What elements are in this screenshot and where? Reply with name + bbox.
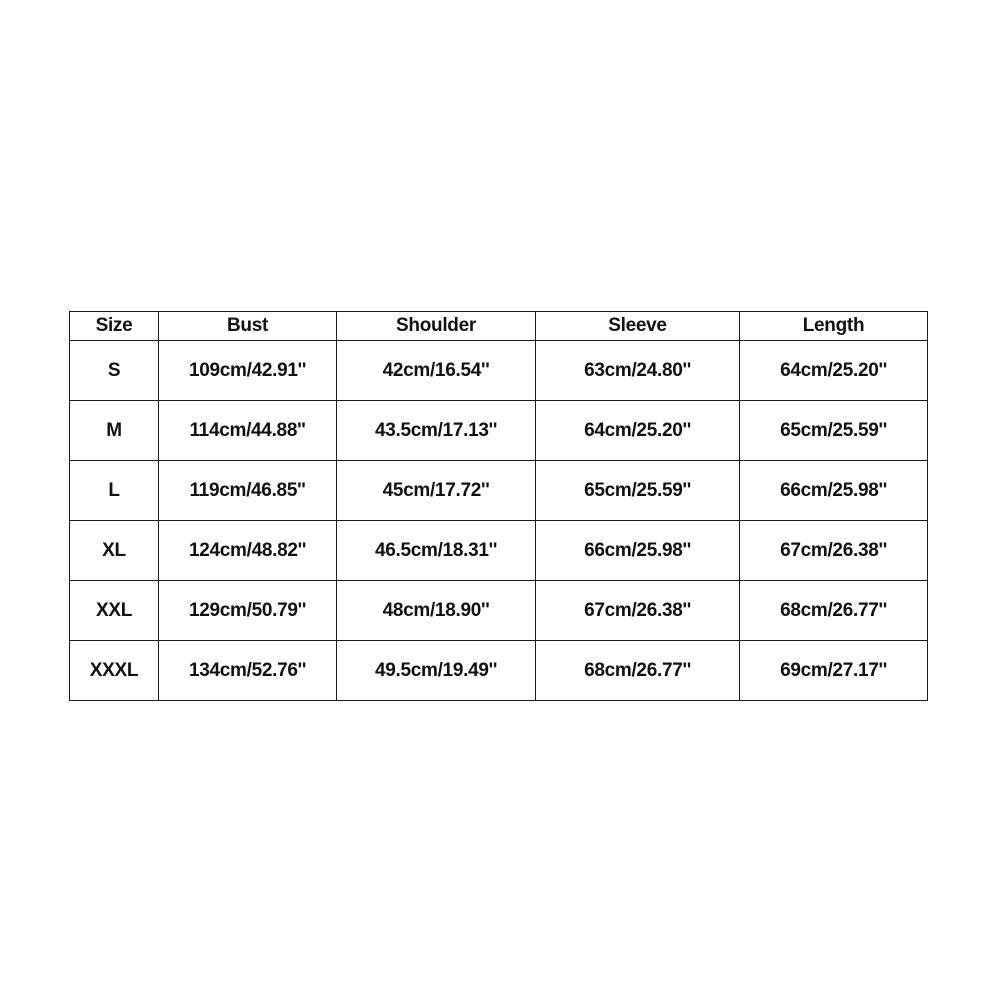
table-row bbox=[70, 341, 928, 401]
cell-size: S bbox=[70, 341, 159, 401]
cell-shoulder: 42cm/16.54'' bbox=[337, 341, 536, 401]
cell-length: 67cm/26.38'' bbox=[740, 521, 928, 581]
cell-length: 69cm/27.17'' bbox=[740, 641, 928, 701]
cell-length: 65cm/25.59'' bbox=[740, 401, 928, 461]
cell-shoulder: 46.5cm/18.31'' bbox=[337, 521, 536, 581]
table-row bbox=[70, 581, 928, 641]
cell-sleeve: 67cm/26.38'' bbox=[536, 581, 740, 641]
table-header bbox=[70, 312, 928, 341]
cell-bust: 119cm/46.85'' bbox=[159, 461, 337, 521]
header-length: Length bbox=[740, 312, 928, 341]
cell-sleeve: 66cm/25.98'' bbox=[536, 521, 740, 581]
cell-shoulder: 48cm/18.90'' bbox=[337, 581, 536, 641]
header-bust: Bust bbox=[159, 312, 337, 341]
cell-sleeve: 64cm/25.20'' bbox=[536, 401, 740, 461]
cell-shoulder: 45cm/17.72'' bbox=[337, 461, 536, 521]
header-sleeve: Sleeve bbox=[536, 312, 740, 341]
cell-size: M bbox=[70, 401, 159, 461]
cell-bust: 114cm/44.88'' bbox=[159, 401, 337, 461]
cell-bust: 129cm/50.79'' bbox=[159, 581, 337, 641]
header-shoulder: Shoulder bbox=[337, 312, 536, 341]
cell-length: 68cm/26.77'' bbox=[740, 581, 928, 641]
table-row bbox=[70, 641, 928, 701]
table-row bbox=[70, 521, 928, 581]
header-size: Size bbox=[70, 312, 159, 341]
cell-shoulder: 43.5cm/17.13'' bbox=[337, 401, 536, 461]
cell-size: XL bbox=[70, 521, 159, 581]
table-row bbox=[70, 461, 928, 521]
header-row bbox=[70, 312, 928, 341]
size-chart-table bbox=[69, 311, 928, 701]
cell-size: XXL bbox=[70, 581, 159, 641]
cell-sleeve: 65cm/25.59'' bbox=[536, 461, 740, 521]
cell-bust: 134cm/52.76'' bbox=[159, 641, 337, 701]
cell-bust: 124cm/48.82'' bbox=[159, 521, 337, 581]
cell-size: XXXL bbox=[70, 641, 159, 701]
cell-sleeve: 68cm/26.77'' bbox=[536, 641, 740, 701]
table-body bbox=[70, 341, 928, 701]
cell-shoulder: 49.5cm/19.49'' bbox=[337, 641, 536, 701]
table-row bbox=[70, 401, 928, 461]
cell-sleeve: 63cm/24.80'' bbox=[536, 341, 740, 401]
cell-length: 66cm/25.98'' bbox=[740, 461, 928, 521]
cell-size: L bbox=[70, 461, 159, 521]
cell-length: 64cm/25.20'' bbox=[740, 341, 928, 401]
cell-bust: 109cm/42.91'' bbox=[159, 341, 337, 401]
